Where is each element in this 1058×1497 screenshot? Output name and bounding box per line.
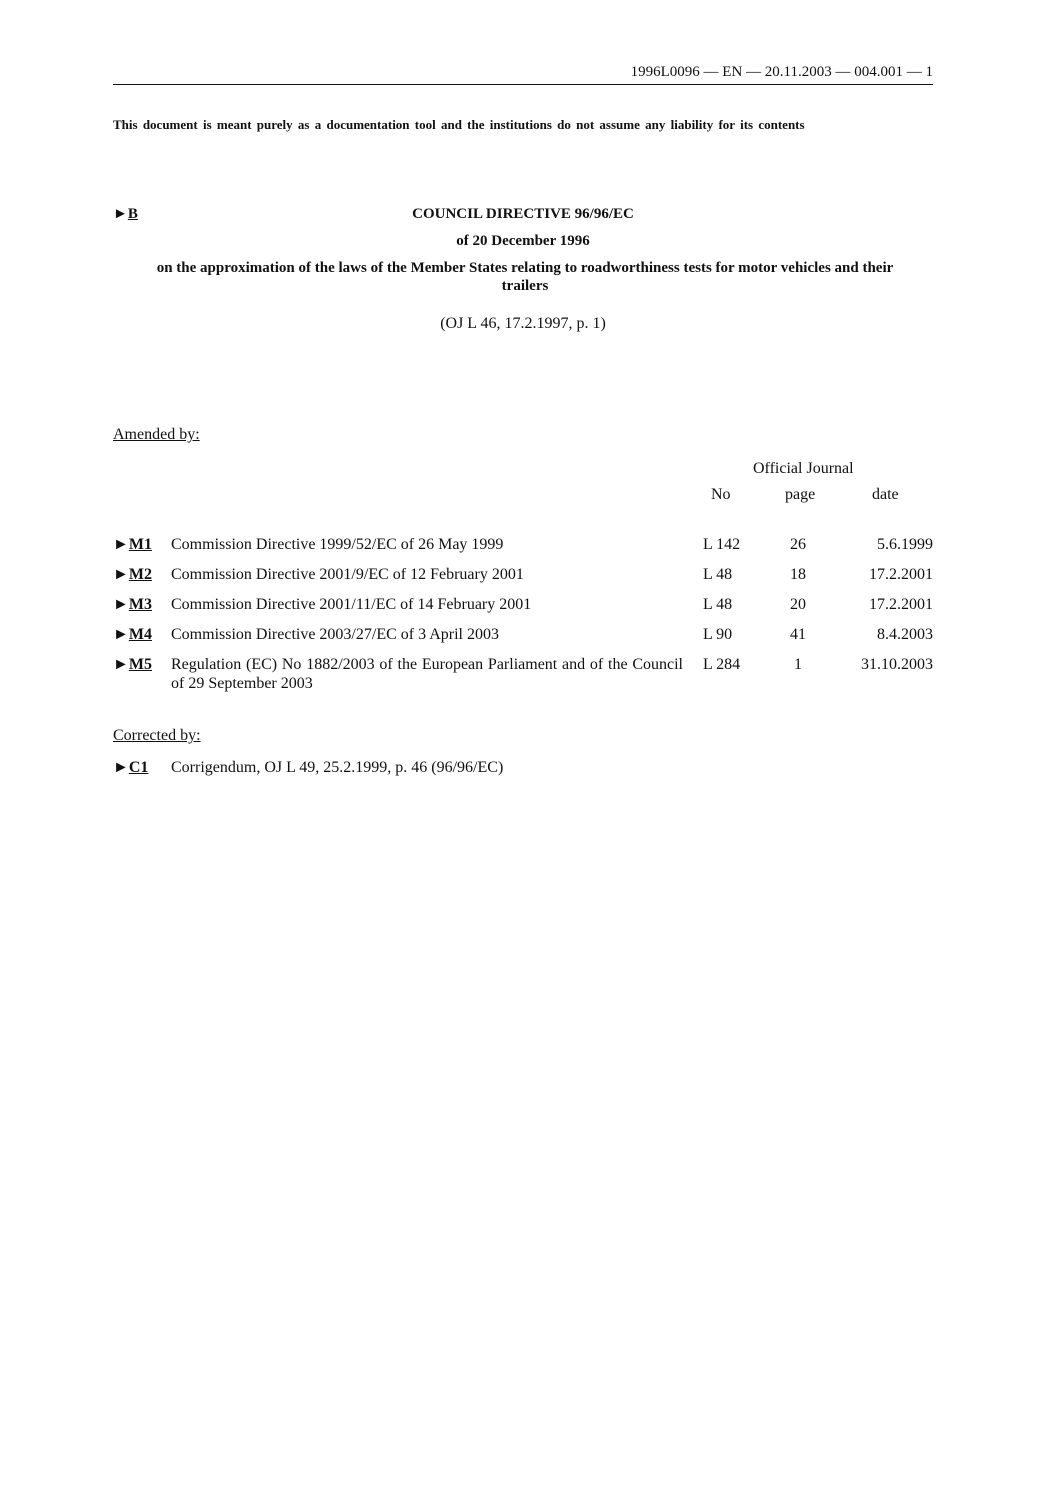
document-subject: on the approximation of the laws of the Member States relating to roadworthiness tests for motor vehicles and their trailers (156, 260, 894, 294)
corrigendum-row (113, 758, 933, 778)
oj-number: L 48 (703, 596, 733, 613)
amendment-marker[interactable] (113, 625, 152, 644)
amendment-row (113, 565, 933, 585)
corrigendum-marker[interactable] (113, 758, 148, 777)
amendment-title: Commission Directive 1999/52/EC of 26 May 1999 (171, 536, 504, 553)
marker-arrow-icon: ► (113, 536, 129, 553)
amendment-row (113, 625, 933, 645)
oj-date: 17.2.2001 (869, 566, 933, 583)
marker-code[interactable]: M5 (128, 656, 152, 673)
amendment-row (113, 595, 933, 615)
column-header-date: date (872, 486, 899, 503)
oj-page: 41 (790, 626, 806, 643)
oj-page: 1 (794, 656, 802, 673)
amendment-marker[interactable] (113, 565, 152, 584)
oj-date: 17.2.2001 (869, 596, 933, 613)
oj-number: L 142 (703, 536, 741, 553)
corrigendum-text: Corrigendum, OJ L 49, 25.2.1999, p. 46 (96/96/EC) (171, 759, 504, 776)
marker-code[interactable]: M4 (128, 626, 152, 643)
oj-page: 26 (790, 536, 806, 553)
oj-number: L 48 (703, 566, 733, 583)
amendment-title: Regulation (EC) No 1882/2003 of the European Parliament and of the Council of 29 September 2003 (171, 656, 683, 692)
amendment-marker[interactable] (113, 655, 152, 674)
amendment-row (113, 655, 933, 695)
oj-reference: (OJ L 46, 17.2.1997, p. 1) (440, 315, 606, 332)
column-header-page: page (785, 486, 816, 503)
marker-code[interactable]: C1 (128, 759, 149, 776)
amendment-marker[interactable] (113, 595, 152, 614)
official-journal-heading: Official Journal (753, 460, 854, 477)
amendment-title: Commission Directive 2003/27/EC of 3 April 2003 (171, 626, 499, 643)
oj-number: L 284 (703, 656, 741, 673)
marker-arrow-icon: ► (113, 596, 129, 613)
amendment-marker[interactable] (113, 535, 152, 554)
oj-page: 20 (790, 596, 806, 613)
amended-by-label: Amended by: (113, 426, 200, 443)
amendment-row (113, 535, 933, 555)
marker-arrow-icon: ► (113, 626, 129, 643)
marker-code[interactable]: M3 (128, 596, 152, 613)
oj-number: L 90 (703, 626, 733, 643)
document-title: COUNCIL DIRECTIVE 96/96/EC (412, 206, 634, 222)
oj-date: 5.6.1999 (877, 536, 933, 553)
oj-page: 18 (790, 566, 806, 583)
corrected-by-label: Corrected by: (113, 727, 201, 744)
marker-arrow-icon: ► (113, 566, 129, 583)
marker-code[interactable]: M2 (128, 566, 152, 583)
header-rule (113, 84, 933, 85)
document-date: of 20 December 1996 (456, 233, 590, 249)
column-header-no: No (711, 486, 731, 503)
amendment-title: Commission Directive 2001/11/EC of 14 February 2001 (171, 596, 532, 613)
document-reference: 1996L0096 — EN — 20.11.2003 — 004.001 — 1 (630, 64, 933, 80)
oj-date: 31.10.2003 (861, 656, 933, 673)
oj-date: 8.4.2003 (877, 626, 933, 643)
marker-code[interactable]: B (127, 206, 138, 222)
amendment-title: Commission Directive 2001/9/EC of 12 February 2001 (171, 566, 524, 583)
marker-arrow-icon: ► (113, 759, 129, 776)
marker-arrow-icon: ► (113, 206, 128, 222)
marker-arrow-icon: ► (113, 656, 129, 673)
disclaimer-text: This document is meant purely as a documentation tool and the institutions do not assume any liability for its contents (113, 117, 805, 132)
marker-code[interactable]: M1 (128, 536, 152, 553)
